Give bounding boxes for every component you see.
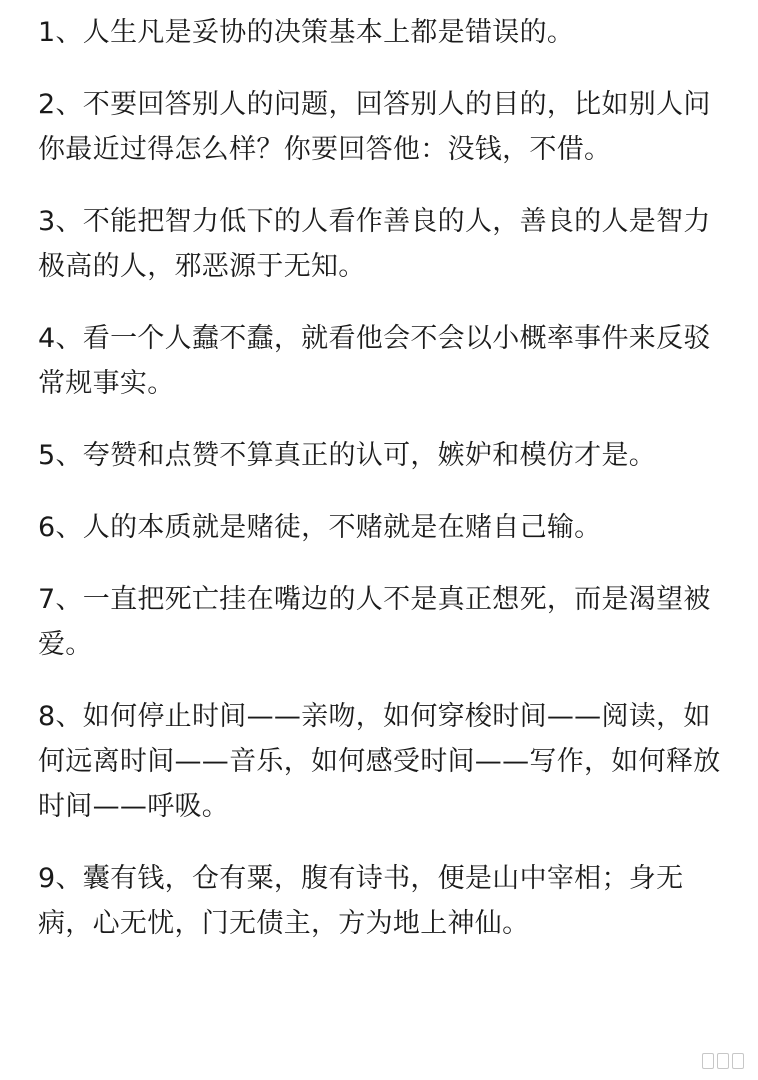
quote-list [38,10,728,973]
list-item: 3、不能把智力低下的人看作善良的人，善良的人是智力极高的人，邪恶源于无知。 [38,206,711,282]
list-item: 2、不要回答别人的问题，回答别人的目的，比如别人问你最近过得怎么样？你要回答他：没钱，不借。 [38,89,711,165]
list-item: 6、人的本质就是赌徒，不赌就是在赌自己输。 [38,512,602,543]
list-item: 1、人生凡是妥协的决策基本上都是错误的。 [38,17,575,48]
list-item: 8、如何停止时间——亲吻，如何穿梭时间——阅读，如何远离时间——音乐，如何感受时间——写作，如何释放时间——呼吸。 [38,701,721,822]
watermark-icon [696,1050,750,1072]
watermark-block-icon [717,1053,729,1069]
list-item: 7、一直把死亡挂在嘴边的人不是真正想死，而是渴望被爱。 [38,584,711,660]
watermark-block-icon [702,1053,714,1069]
list-item: 5、夸赞和点赞不算真正的认可，嫉妒和模仿才是。 [38,440,657,471]
list-item: 9、囊有钱，仓有粟，腹有诗书，便是山中宰相；身无病，心无忧，门无债主，方为地上神仙。 [38,863,684,939]
watermark-block-icon [732,1053,744,1069]
list-item: 4、看一个人蠢不蠢，就看他会不会以小概率事件来反驳常规事实。 [38,323,711,399]
